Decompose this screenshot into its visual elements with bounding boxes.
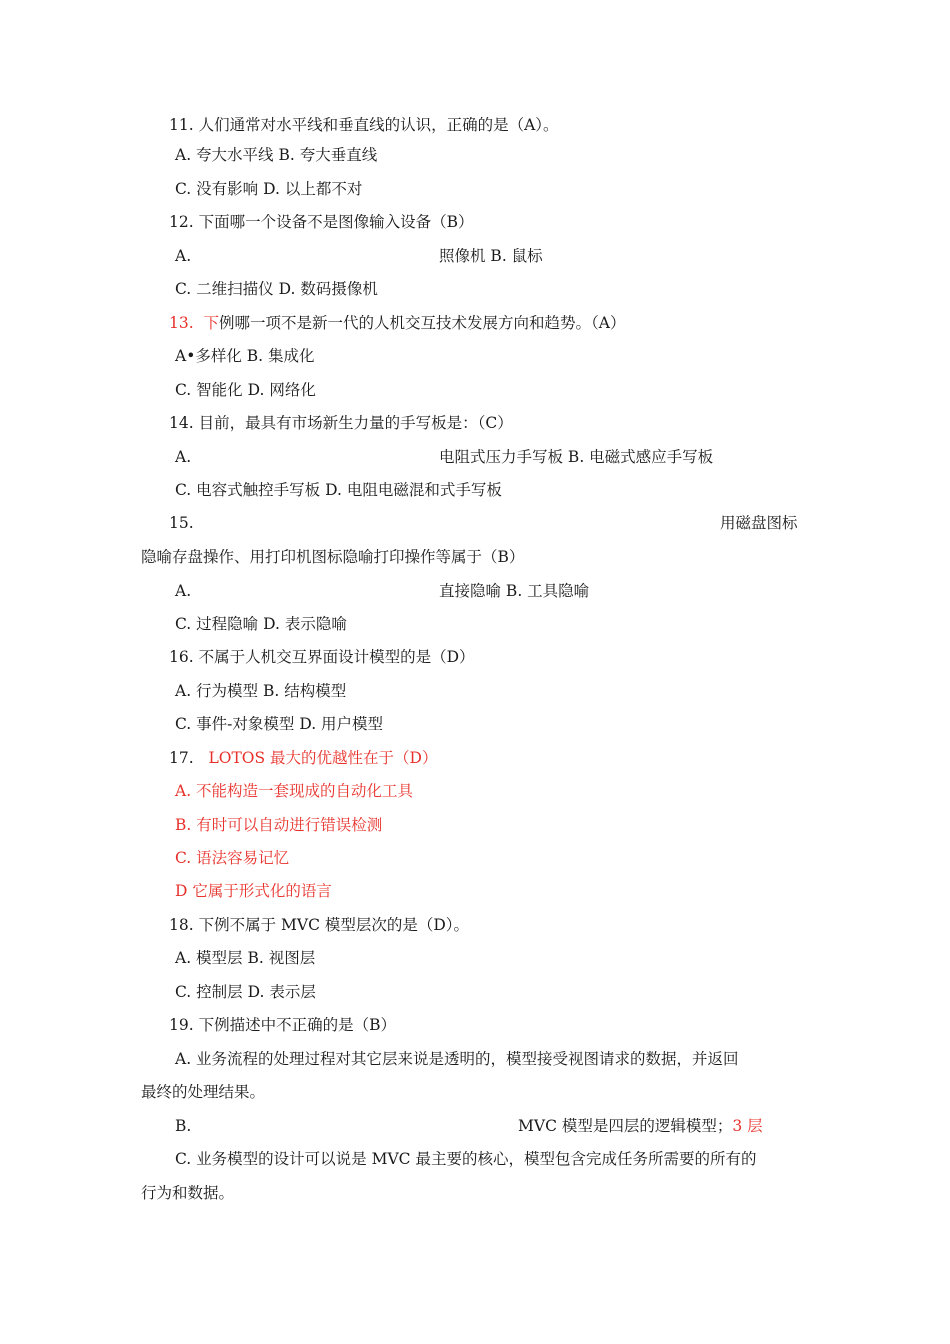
question-19-option-c-line1: C. 业务模型的设计可以说是 MVC 最主要的核心，模型包含完成任务所需要的所有的 — [175, 1150, 757, 1168]
question-19-option-c-line2: 行为和数据。 — [141, 1184, 235, 1202]
question-12-options-ab: 照像机 B. 鼠标 — [439, 247, 543, 265]
question-19-stem: 19. 下例描述中不正确的是（B） — [169, 1016, 396, 1034]
question-19-option-a-line2: 最终的处理结果。 — [141, 1083, 266, 1101]
question-17-option-a: A. 不能构造一套现成的自动化工具 — [175, 782, 414, 800]
question-13-number: 13. — [169, 314, 194, 332]
question-19-option-b-note: 3 层 — [732, 1117, 763, 1135]
question-19-option-b-text: MVC 模型是四层的逻辑模型； — [518, 1117, 733, 1135]
question-15-options-ab: 直接隐喻 B. 工具隐喻 — [439, 582, 590, 600]
question-19-option-b-label: B. — [175, 1117, 192, 1135]
question-19-option-a-line1: A. 业务流程的处理过程对其它层来说是透明的，模型接受视图请求的数据，并返回 — [175, 1050, 739, 1068]
question-14-options-ab: 电阻式压力手写板 B. 电磁式感应手写板 — [439, 448, 714, 466]
question-16-stem: 16. 不属于人机交互界面设计模型的是（D） — [169, 648, 475, 666]
question-13-stem-first-char: 下 — [203, 314, 220, 332]
question-12-option-a-label: A. — [175, 247, 192, 265]
question-13-stem-rest: 例哪一项不是新一代的人机交互技术发展方向和趋势。（A） — [219, 314, 626, 332]
question-13-options-ab: A•多样化 B. 集成化 — [175, 347, 315, 365]
question-15-stem-part2: 隐喻存盘操作、用打印机图标隐喻打印操作等属于（B） — [141, 548, 525, 566]
question-18-options-ab: A. 模型层 B. 视图层 — [175, 949, 316, 967]
question-12-options-cd: C. 二维扫描仪 D. 数码摄像机 — [175, 280, 378, 298]
question-14-stem: 14. 目前，最具有市场新生力量的手写板是：（C） — [169, 414, 513, 432]
question-18-stem: 18. 下例不属于 MVC 模型层次的是（D）。 — [169, 916, 470, 934]
question-17-option-b: B. 有时可以自动进行错误检测 — [175, 816, 383, 834]
question-11-stem: 11. 人们通常对水平线和垂直线的认识，正确的是（A）。 — [169, 116, 559, 134]
question-19-option-b — [518, 1115, 763, 1137]
question-11-options-cd: C. 没有影响 D. 以上都不对 — [175, 180, 363, 198]
question-17-option-d: D 它属于形式化的语言 — [175, 882, 332, 900]
question-18-options-cd: C. 控制层 D. 表示层 — [175, 983, 316, 1001]
question-15-option-a-label: A. — [175, 582, 192, 600]
question-12-stem: 12. 下面哪一个设备不是图像输入设备（B） — [169, 213, 474, 231]
question-15-options-cd: C. 过程隐喻 D. 表示隐喻 — [175, 615, 347, 633]
question-17-option-c: C. 语法容易记忆 — [175, 849, 290, 867]
question-16-options-cd: C. 事件-对象模型 D. 用户模型 — [175, 715, 384, 733]
question-11-options-ab: A. 夸大水平线 B. 夸大垂直线 — [175, 146, 378, 164]
question-15-number: 15. — [169, 514, 194, 532]
question-17-stem — [169, 747, 437, 769]
question-15-stem-part1: 用磁盘图标 — [720, 514, 798, 532]
question-16-options-ab: A. 行为模型 B. 结构模型 — [175, 682, 347, 700]
question-17-stem-text: LOTOS 最大的优越性在于（D） — [208, 749, 438, 767]
question-14-options-cd: C. 电容式触控手写板 D. 电阻电磁混和式手写板 — [175, 481, 502, 499]
question-13-stem — [169, 312, 625, 334]
question-13-options-cd: C. 智能化 D. 网络化 — [175, 381, 316, 399]
question-17-number: 17. — [169, 749, 194, 767]
question-14-option-a-label: A. — [175, 448, 192, 466]
